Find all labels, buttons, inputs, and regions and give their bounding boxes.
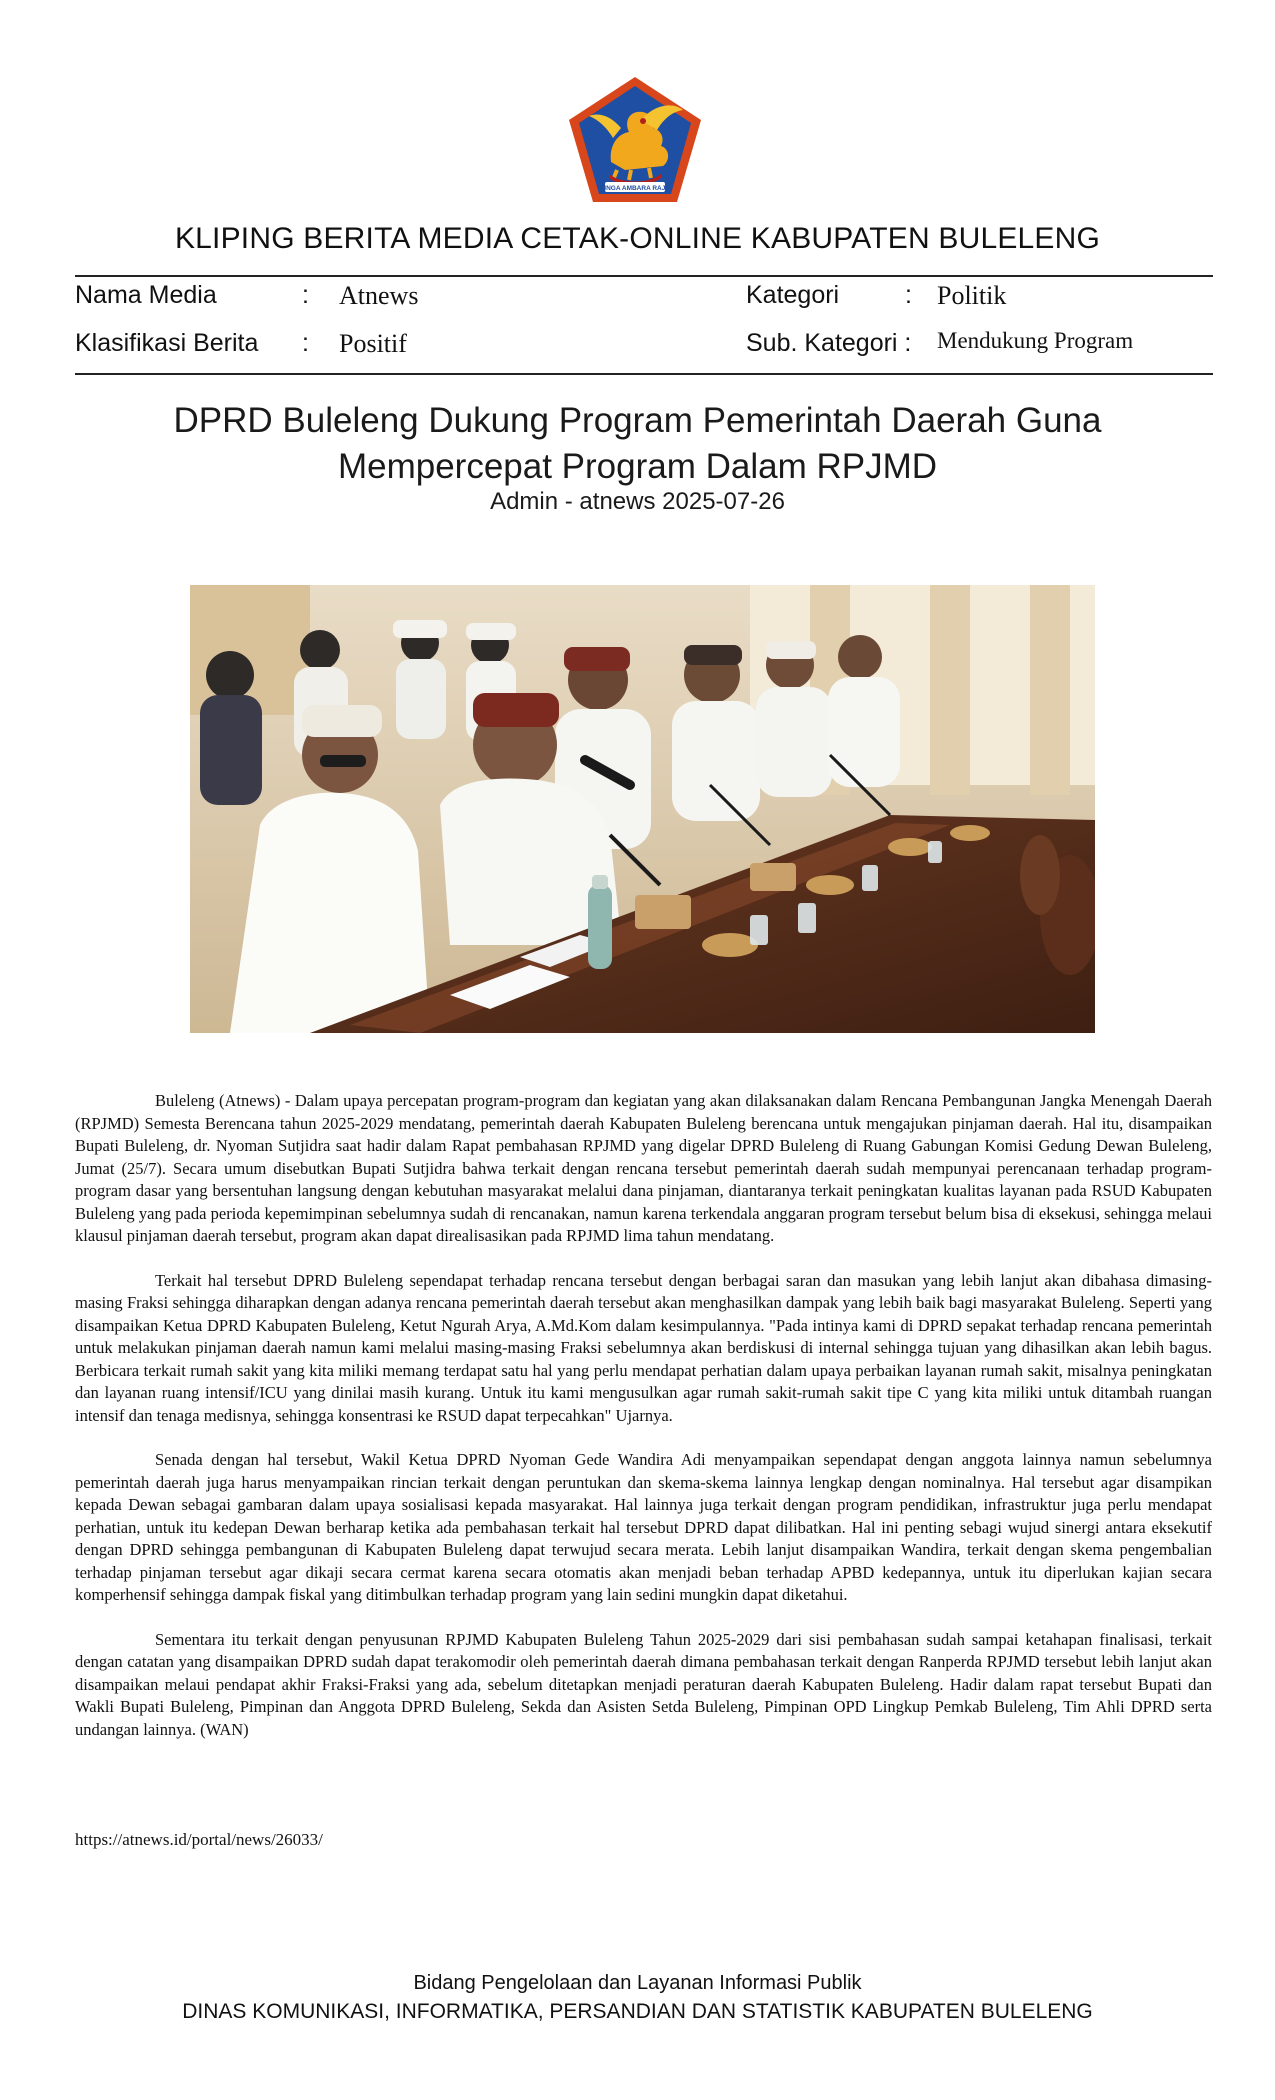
kategori-colon: : (905, 281, 912, 309)
nama-media-colon: : (302, 281, 309, 309)
klasifikasi-value: Positif (339, 329, 407, 358)
kategori-label: Kategori (746, 281, 840, 309)
header-bottom-rule (75, 373, 1213, 375)
article-title-line-1: DPRD Buleleng Dukung Program Pemerintah Daerah Guna (173, 401, 1102, 440)
crest-motto: SINGA AMBARA RAJA (599, 185, 671, 192)
meeting-photo (190, 585, 1095, 1033)
article-paragraph-4: Sementara itu terkait dengan penyusunan RPJMD Kabupaten Buleleng Tahun 2025-2029 dari sisi pembahasan sudah sampai ketahapan finalisasi, terkait dengan catatan yang disampaikan DPRD sudah dapat terakomodir oleh pemerintah daerah dimana pembahasan terkait dengan Ranperda RPJMD tersebut lebih lanjut akan disampaikan melaui pendapat akhir Fraksi-Fraksi yang ada, sebelum ditetapkan menjadi peraturan daerah Kabupaten Buleleng. Hadir dalam rapat tersebut Bupati dan Wakli Bupati Buleleng, Pimpinan dan Anggota DPRD Buleleng, Sekda dan Asisten Setda Buleleng, Pimpinan OPD Lingkup Pemkab Buleleng, Tim Ahli DPRD serta undangan lainnya. (WAN) (75, 1629, 1212, 1739)
kategori-value: Politik (937, 281, 1007, 310)
nama-media-label: Nama Media (75, 281, 217, 309)
sub-kategori-value: Mendukung Program (937, 328, 1134, 353)
footer-agency: DINAS KOMUNIKASI, INFORMATIKA, PERSANDIAN DAN STATISTIK KABUPATEN BULELENG (182, 2000, 1093, 2023)
article-paragraph-2: Terkait hal tersebut DPRD Buleleng sependapat terhadap rencana tersebut dengan berbagai saran dan masukan yang lebih lanjut akan dibahasa dimasing-masing Fraksi sehingga diharapkan dengan adanya rencana pemerintah daerah tersebut akan menghasilkan dampak yang lebih baik bagi masyarakat Buleleng. Seperti yang disampaikan Ketua DPRD Kabupaten Buleleng, Ketut Ngurah Arya, A.Md.Kom dalam kesimpulannya. "Pada intinya kami di DPRD sepakat terhadap rencana pemerintah untuk melakukan pinjaman daerah namun kami melalui masing-masing Fraksi sebelumnya akan berdiskusi di internal sehingga tujuan yang dihasilkan akan lebih bagus. Berbicara terkait rumah sakit yang kita miliki memang terdapat satu hal yang perlu mendapat perhatian dalam upaya perbaikan layanan rumah sakit, misalnya peningkatan dan layanan ruang intensif/ICU yang dinilai masih kurang. Untuk itu kami mengusulkan agar rumah sakit-rumah sakit tipe C yang kita miliki untuk ditambah ruangan intensif dan tenaga medisnya, sehingga konsentrasi ke RSUD dapat terpecahkan" Ujarnya. (75, 1270, 1212, 1425)
klasifikasi-label: Klasifikasi Berita (75, 329, 259, 357)
footer-department: Bidang Pengelolaan dan Layanan Informasi Publik (413, 1972, 862, 1994)
clipping-header-title: KLIPING BERITA MEDIA CETAK-ONLINE KABUPATEN BULELENG (174, 222, 1101, 255)
article-title (100, 398, 1175, 490)
header-top-rule (75, 275, 1213, 277)
article-paragraph-3: Senada dengan hal tersebut, Wakil Ketua DPRD Nyoman Gede Wandira Adi menyampaikan sependapat dengan anggota lainnya namun sebelumnya pemerintah daerah juga harus menyampaikan rincian terkait dengan peruntukan dan skema-skema lainnya lengkap dengan nominalnya. Hal tersebut agar disampikan kepada Dewan sebagai gambaran dalam upaya sosialisasi kepada masyarakat. Hal lainnya juga terkait dengan program pendidikan, infrastruktur juga perlu mendapat perhatian, untuk itu kedepan Dewan berharap ketika ada pembahasan terkait hal tersebut DPRD dapat dilibatkan. Hal ini penting sebagi wujud sinergi antara eksekutif dengan DPRD sehingga pembangunan di Kabupaten Buleleng dapat terwujud secara merata. Lebih lanjut disampaikan Wandira, terkait dengan skema pengembalian terhadap pinjaman tersebut agar dikaji secara cermat karena secara otomatis akan menjadi beban terhadap APBD kedepannya, untuk itu diperlukan kajian secara komperhensif sehingga dampak fiskal yang ditimbulkan terhadap program yang lain sedini mungkin dapat diketahui. (75, 1450, 1212, 1604)
buleleng-crest-icon (565, 74, 705, 206)
article-body (75, 1090, 1212, 1763)
article-byline: Admin - atnews 2025-07-26 (490, 488, 785, 515)
nama-media-value: Atnews (339, 281, 419, 310)
source-url-link[interactable]: https://atnews.id/portal/news/26033/ (75, 1830, 323, 1849)
article-title-line-2: Mempercepat Program Dalam RPJMD (337, 447, 938, 486)
klasifikasi-colon: : (302, 329, 309, 357)
article-paragraph-1: Buleleng (Atnews) - Dalam upaya percepatan program-program dan kegiatan yang akan dilaksanakan dalam Rencana Pembangunan Jangka Menengah Daerah (RPJMD) Semesta Berencana tahun 2025-2029 mendatang, pemerintah daerah Kabupaten Buleleng berencana untuk mengajukan pinjaman daerah. Hal itu, disampaikan Bupati Buleleng, dr. Nyoman Sutjidra saat hadir dalam Rapat pembahasan RPJMD yang digelar DPRD Buleleng di Ruang Gabungan Komisi Gedung Dewan Buleleng, Jumat (25/7). Secara umum disebutkan Bupati Sutjidra bahwa terkait dengan rencana tersebut pemerintah daerah sudah mempunyai perencanaan terhadap program- program dasar yang bersentuhan langsung dengan kebutuhan masyarakat melalui dana pinjaman, diantaranya terkait peningkatan kualitas layanan pada RSUD Kabupaten Buleleng yang pada perioda kepemimpinan sebelumnya sudah di rencanakan, namun karena terkendala anggaran program tersebut belum bisa di eksekusi, sehingga melaui klausul pinjaman daerah tersebut, program akan dapat direalisasikan pada RPJMD lima tahun mendatang. (75, 1091, 1212, 1245)
sub-kategori-label: Sub. Kategori : (746, 329, 912, 357)
